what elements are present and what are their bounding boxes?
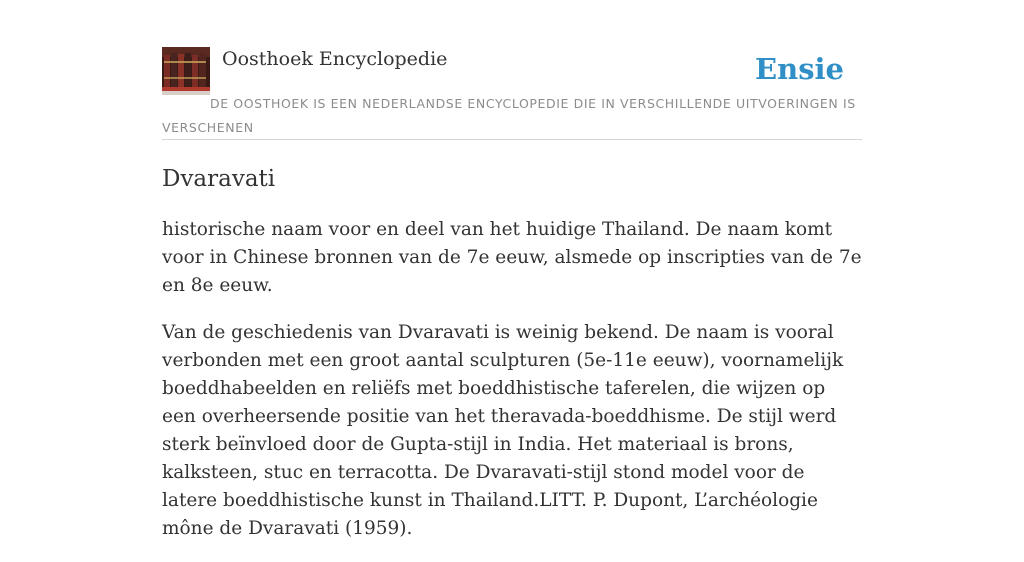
- article-paragraph-1: historische naam voor en deel van het huidige Thailand. De naam komt voor in Chinese bronnen van de 7e eeuw, alsmede op inscripties van de 7e en 8e eeuw.: [162, 219, 862, 296]
- site-tagline: DE OOSTHOEK IS EEN NEDERLANDSE ENCYCLOPEDIE DIE IN VERSCHILLENDE UITVOERINGEN IS VERSCHENEN: [162, 96, 856, 135]
- article-paragraph-2: Van de geschiedenis van Dvaravati is weinig bekend. De naam is vooral verbonden met een groot aantal sculpturen (5e-11e eeuw), voornamelijk boeddhabeelden en reliëfs met boeddhistische taferelen, die wijzen op een overheersende positie van het theravada-boeddhisme. De stijl werd sterk beïnvloed door de Gupta-stijl in India. Het materiaal is brons, kalksteen, stuc en terracotta. De Dvaravati-stijl stond model voor de latere boeddhistische kunst in Thailand.LITT. P. Dupont, L’archéologie mône de Dvaravati (1959).: [162, 322, 844, 539]
- site-name[interactable]: Oosthoek Encyclopedie: [222, 48, 448, 70]
- books-avatar-icon[interactable]: [162, 47, 210, 95]
- site-header: [162, 46, 862, 140]
- article-title: Dvaravati: [162, 166, 276, 192]
- brand-logo[interactable]: Ensie: [755, 52, 844, 86]
- article-body: [162, 216, 862, 562]
